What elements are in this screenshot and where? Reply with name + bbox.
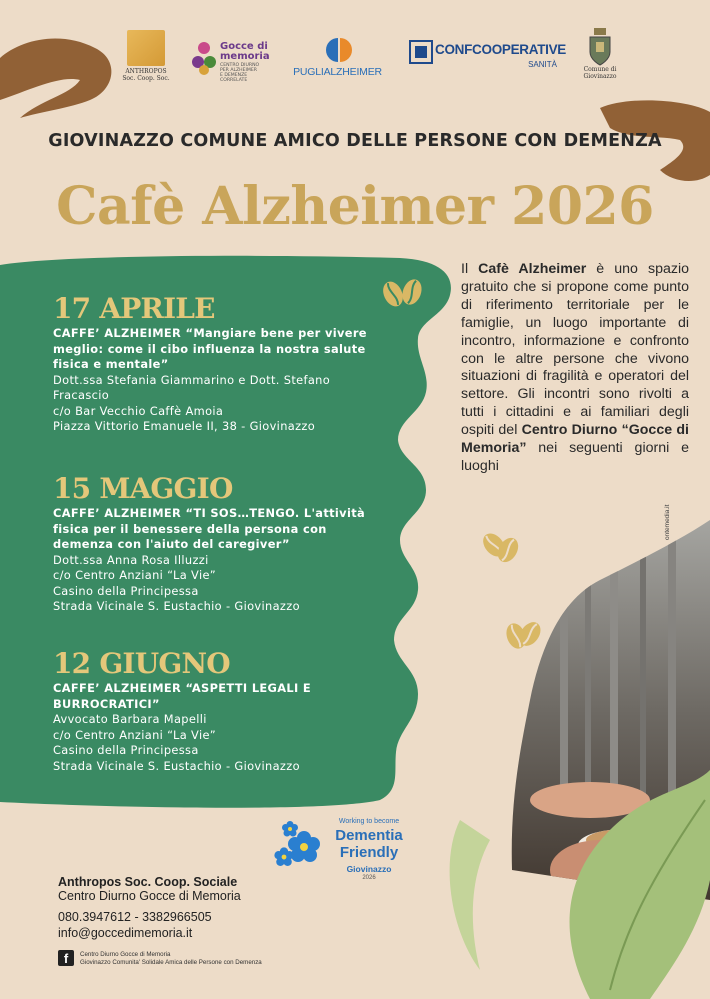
gocce-sub-1: CENTRO DIURNO <box>220 63 260 68</box>
event-speaker: Avvocato Barbara Mapelli <box>53 712 207 726</box>
leaf-shape-2 <box>450 820 490 970</box>
dementia-friendly-logo <box>270 815 420 890</box>
anthropos-name: ANTHROPOS <box>125 68 167 75</box>
df-working: Working to become <box>338 818 400 825</box>
event-title-line: CAFFE’ ALZHEIMER “TI SOS…TENGO. L'attività <box>53 506 366 520</box>
description-text-3: nei seguenti giorni e luoghi <box>461 440 689 474</box>
event-title-line: fisica e mentale” <box>53 357 169 371</box>
event-2 <box>53 472 365 615</box>
event-venue-2: Casino della Principessa <box>53 583 199 598</box>
event-3 <box>53 647 311 774</box>
event-date: 17 APRILE <box>53 292 215 325</box>
event-speaker: Dott.ssa Anna Rosa Illuzzi <box>53 552 209 567</box>
event-title-line: demenza con l'aiuto del caregiver” <box>53 537 290 551</box>
footer-phones: 080.3947612 - 3382966505 <box>58 910 212 924</box>
confcooperative-sub: SANITÀ <box>528 60 557 69</box>
event-speaker-cont: Fracascio <box>53 388 110 402</box>
leaf-shape <box>570 770 710 999</box>
subtitle: GIOVINAZZO COMUNE AMICO DELLE PERSONE CON DEMENZA <box>48 131 662 151</box>
event-date: 15 MAGGIO <box>53 472 233 505</box>
facebook-page-1[interactable]: Centro Diurno Gocce di Memoria <box>80 951 171 958</box>
description-text-1: Il <box>461 261 479 277</box>
puglialzheimer-name: PUGLIALZHEIMER <box>293 66 382 78</box>
comune-line-1: Comune di <box>583 66 617 73</box>
event-venue: c/o Centro Anziani “La Vie” <box>53 727 217 742</box>
main-title: Cafè Alzheimer 2026 <box>56 176 654 237</box>
facebook-icon[interactable]: f <box>58 950 74 966</box>
event-date: 12 GIUGNO <box>53 647 230 680</box>
description-bold-2: Centro Diurno “Gocce di Memoria” <box>461 422 690 457</box>
event-venue-2: Casino della Principessa <box>53 743 199 757</box>
footer-center: Centro Diurno Gocce di Memoria <box>58 889 241 903</box>
event-title-line: BURROCRATICI” <box>53 696 160 711</box>
event-1 <box>53 292 367 435</box>
description-text-2: è uno spazio gratuito che si propone come punto di riferimento territoriale per le famiglie, un luogo importante di incontro, informazione e confronto con le altre persone che vivono situazioni di fragilità e operatori del settore. Gli incontri sono rivolti a tutti i cittadini e ai familiari degli ospiti del <box>461 261 689 439</box>
forget-me-not-icon <box>270 817 330 877</box>
df-line-2: Friendly <box>339 844 399 861</box>
event-title-line: CAFFE’ ALZHEIMER “ASPETTI LEGALI E <box>53 681 312 695</box>
event-title-line: CAFFE’ ALZHEIMER “Mangiare bene per vivere <box>53 326 367 340</box>
event-venue: c/o Bar Vecchio Caffè Amoia <box>53 403 224 418</box>
footer-org: Anthropos Soc. Coop. Sociale <box>58 875 238 889</box>
confcooperative-name: CONFCOOPERATIVE <box>435 42 567 57</box>
df-line-1: Dementia <box>335 827 403 844</box>
comune-line-2: Giovinazzo <box>583 73 617 80</box>
gocce-sub-2: PER ALZHEIMER <box>220 68 257 73</box>
gocce-sub-4: CORRELATE <box>220 78 248 83</box>
gocce-name-1: Gocce di <box>220 41 268 52</box>
event-address: Strada Vicinale S. Eustachio - Giovinazzo <box>53 758 300 773</box>
footer-email[interactable]: info@goccedimemoria.it <box>58 926 193 940</box>
event-speaker: Dott.ssa Stefania Giammarino e Dott. Stefano <box>53 372 331 387</box>
gocce-name-2: memoria <box>220 51 270 62</box>
description <box>461 261 689 476</box>
df-city: Giovinazzo <box>346 864 392 874</box>
event-venue: c/o Centro Anziani “La Vie” <box>53 568 217 582</box>
credit: ontemedia.it <box>664 504 671 540</box>
event-address: Piazza Vittorio Emanuele II, 38 - Giovinazzo <box>53 419 316 433</box>
event-address: Strada Vicinale S. Eustachio - Giovinazzo <box>53 599 300 613</box>
df-year: 2026 <box>362 875 376 881</box>
description-bold-1: Cafè Alzheimer <box>478 261 587 277</box>
event-title-line: meglio: come il cibo influenza la nostra salute <box>53 341 366 356</box>
anthropos-sub: Soc. Coop. Soc. <box>122 75 170 82</box>
gocce-sub-3: E DEMENZE <box>220 73 248 78</box>
event-title-line: fisica per il benessere della persona con <box>53 521 327 536</box>
facebook-page-2[interactable]: Giovinazzo Comunita' Solidale Amica delle Persone con Demenza <box>80 959 262 966</box>
